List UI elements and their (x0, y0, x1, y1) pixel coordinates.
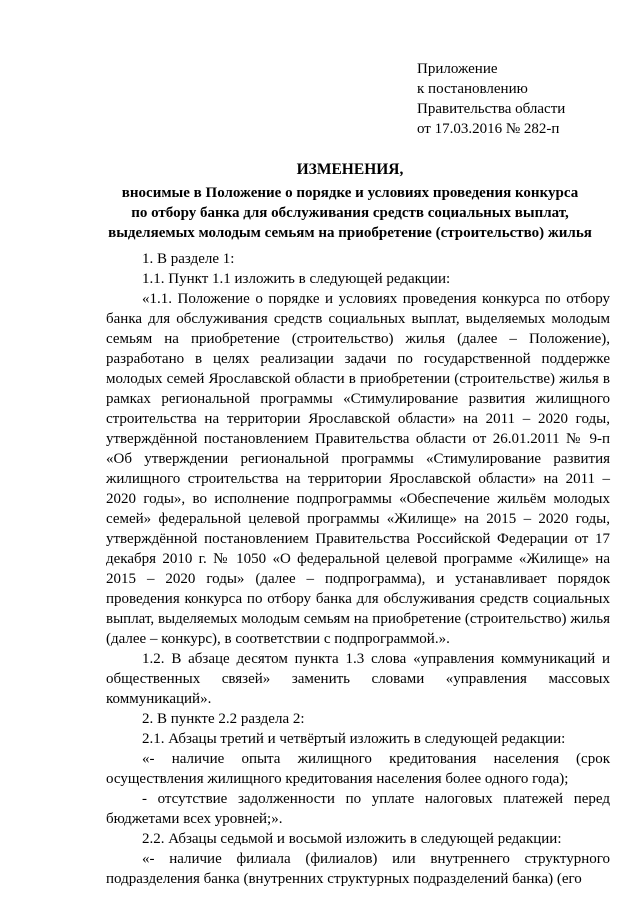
paragraph-item-1-1: 1.1. Пункт 1.1 изложить в следующей редакции: (142, 271, 451, 287)
title-subheading-line: вносимые в Положение о порядке и условиях проведения конкурса (121, 185, 579, 201)
document-body (106, 249, 610, 889)
paragraph-section-2: 2. В пункте 2.2 раздела 2: (142, 711, 305, 727)
paragraph-item-2-2: 2.2. Абзацы седьмой и восьмой изложить в следующей редакции: (142, 831, 562, 847)
paragraph-item-1-2: 1.2. В абзаце десятом пункта 1.3 слова «управления коммуникаций и общественных связей» заменить словами «управления массовых коммуникаций». (106, 651, 610, 707)
title-heading: ИЗМЕНЕНИЯ, (296, 161, 404, 178)
document-title (96, 160, 604, 243)
appendix-date-number: от 17.03.2016 № 282-п (417, 121, 560, 137)
paragraph-bullet-branch: «- наличие филиала (филиалов) или внутреннего структурного подразделения банка (внутренних структурных подразделений банка) (его (106, 851, 610, 887)
title-subheading-line: по отбору банка для обслуживания средств социальных выплат, (131, 205, 569, 221)
title-subheading-line: выделяемых молодым семьям на приобретение (строительство) жилья (108, 225, 592, 241)
appendix-line: Приложение (417, 61, 498, 77)
paragraph-quoted-1-1: «1.1. Положение о порядке и условиях проведения конкурса по отбору банка для обслуживания средств социальных выплат, выделяемых молодым семьям на приобретение (строительство) жилья (далее – Положение), разработано в целях реализации задачи по государственной поддержке молодых семей Ярославской области в приобретении (строительстве) жилья в рамках региональной программы «Стимулирование развития жилищного строительства на территории Ярославской области» на 2011 – 2020 годы, утверждённой постановлением Правительства области от 26.01.2011 № 9-п «Об утверждении региональной программы «Стимулирование развития жилищного строительства на территории Ярославской области» на 2011 – 2020 годы», во исполнение подпрограммы «Обеспечение жильём молодых семей» федеральной целевой программы «Жилище» на 2015 – 2020 годы, утверждённой постановлением Правительства Российской Федерации от 17 декабря 2010 г. № 1050 «О федеральной целевой программе «Жилище» на 2015 – 2020 годы» (далее – подпрограмма), и устанавливает порядок проведения конкурса по отбору банка для обслуживания средств социальных выплат, выделяемых молодым семьям на приобретение (строительство) жилья (далее – конкурс), в соответствии с подпрограммой.». (106, 291, 610, 647)
paragraph-item-2-1: 2.1. Абзацы третий и четвёртый изложить в следующей редакции: (142, 731, 566, 747)
appendix-header (417, 59, 632, 139)
paragraph-bullet-debt: - отсутствие задолженности по уплате налоговых платежей перед бюджетами всех уровней;». (106, 791, 610, 827)
paragraph-section-1: 1. В разделе 1: (142, 251, 235, 267)
paragraph-bullet-experience: «- наличие опыта жилищного кредитования населения (срок осуществления жилищного кредитования населения более одного года); (106, 751, 610, 787)
appendix-line: к постановлению (417, 81, 528, 97)
appendix-line: Правительства области (417, 101, 566, 117)
